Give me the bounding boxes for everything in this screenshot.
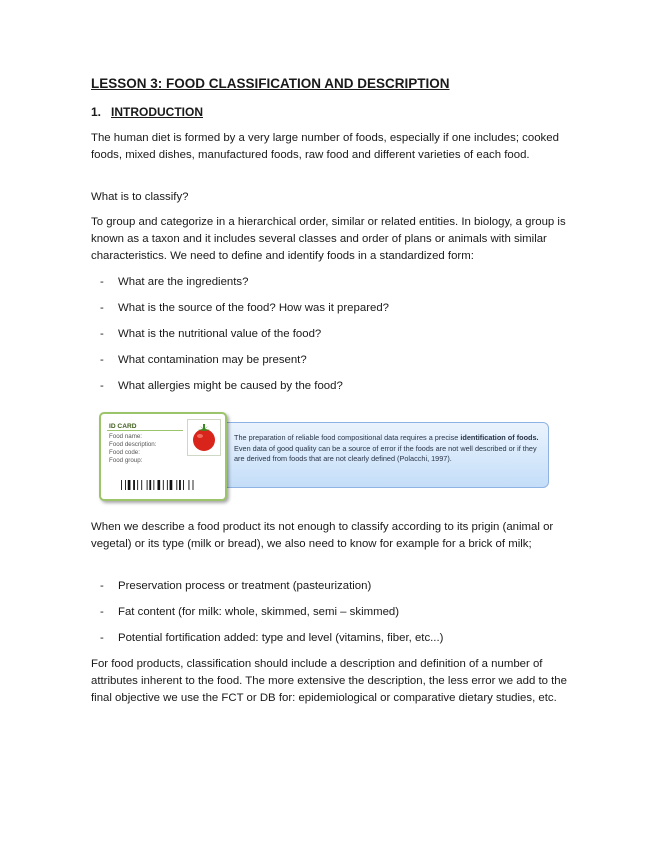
list-item: - What is the source of the food? How was it prepared? xyxy=(100,302,389,314)
id-card-figure xyxy=(99,412,549,498)
classify-definition: To group and categorize in a hierarchical order, similar or related entities. In biology, a group is known as a taxon and it includes several classes and order of plans or animals with similar characteristics. We need to define and identify foods in a standardized form: xyxy=(91,216,566,262)
list-item: - Fat content (for milk: whole, skimmed, semi – skimmed) xyxy=(100,606,400,618)
id-card xyxy=(99,412,227,501)
list-item: - What allergies might be caused by the food? xyxy=(100,380,343,392)
milk-list xyxy=(91,578,569,656)
quote-text: The preparation of reliable food compositional data requires a precise identification of foods. Even data of good quality can be a source of error if the foods are not well described or if they are derived from foods that are not clearly defined (Polacchi, 1997). xyxy=(234,433,539,464)
section-heading xyxy=(91,105,203,119)
card-field: Food code: xyxy=(109,449,140,457)
divider xyxy=(107,430,183,431)
list-item: - What is the nutritional value of the food? xyxy=(100,328,322,340)
list-item: - What contamination may be present? xyxy=(100,354,307,366)
tomato-icon xyxy=(188,420,220,455)
list-item: - What are the ingredients? xyxy=(100,276,249,288)
intro-paragraph: The human diet is formed by a very large number of foods, especially if one includes; cooked foods, mixed dishes, manufactured foods, raw food and different varieties of each food. xyxy=(91,132,559,161)
id-card-title: ID CARD xyxy=(109,423,137,430)
list-item: - Potential fortification added: type and level (vitamins, fiber, etc...) xyxy=(100,632,444,644)
classify-question: What is to classify? xyxy=(91,191,189,203)
quote-emphasis: identification of foods. xyxy=(460,433,539,442)
milk-paragraph: When we describe a food product its not enough to classify according to its prigin (animal or vegetal) or its type (milk or bread), we also need to know for example for a brick of milk; xyxy=(91,521,554,550)
card-field: Food name: xyxy=(109,433,143,440)
lesson-title: LESSON 3: FOOD CLASSIFICATION AND DESCRIPTION xyxy=(91,76,450,91)
card-field: Food description: xyxy=(109,441,157,449)
quote-banner xyxy=(211,422,549,488)
card-field: Food group: xyxy=(109,457,143,465)
id-card-fields xyxy=(109,433,156,465)
list-item: - Preservation process or treatment (pasteurization) xyxy=(100,580,372,592)
final-paragraph: For food products, classification should include a description and definition of a number of attributes inherent to the food. The more extensive the description, the less error we add to the final objective we use the FCT or DB for: epidemiological or comparative dietary studies, etc. xyxy=(91,658,567,704)
questions-list xyxy=(91,274,569,404)
barcode-icon xyxy=(121,480,217,490)
section-title: INTRODUCTION xyxy=(111,105,203,119)
section-number: 1. xyxy=(91,105,102,119)
tomato-photo xyxy=(187,419,221,456)
